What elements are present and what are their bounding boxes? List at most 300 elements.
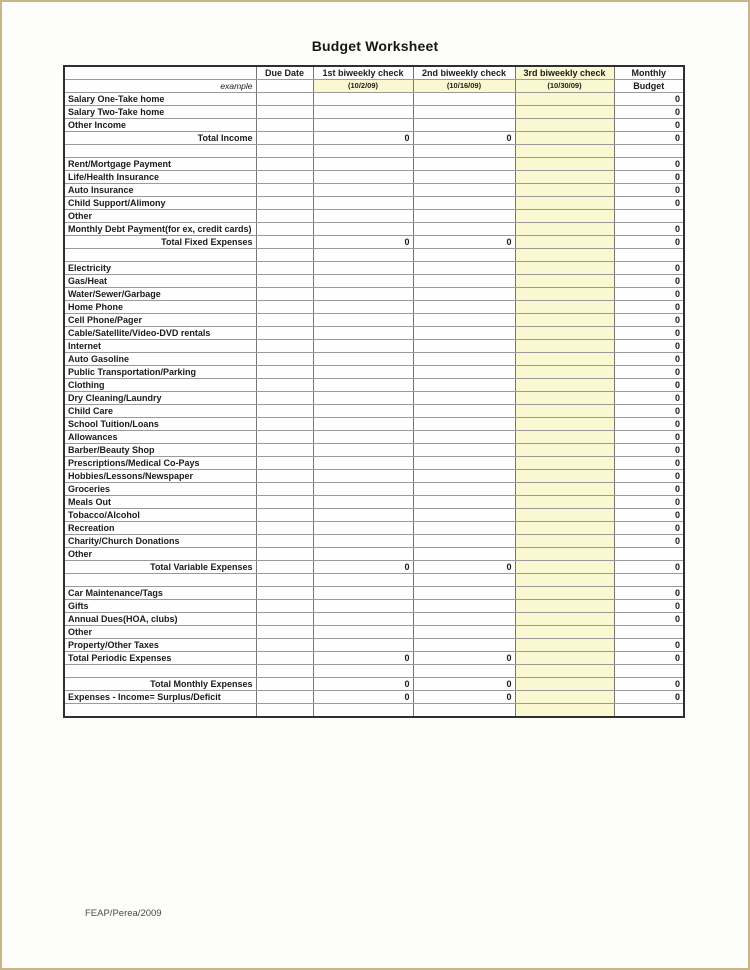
cell-check2 <box>413 158 515 171</box>
cell-check3 <box>515 314 614 327</box>
cell-monthly-budget: 0 <box>614 600 684 613</box>
cell-check2 <box>413 353 515 366</box>
cell-check1 <box>313 119 413 132</box>
cell-date2: (10/16/09) <box>413 80 515 93</box>
cell-due-date <box>256 301 313 314</box>
cell-check3 <box>515 678 614 691</box>
table-row <box>64 223 684 236</box>
cell-check3 <box>515 444 614 457</box>
cell-label <box>64 704 256 718</box>
cell-due-date <box>256 587 313 600</box>
table-row <box>64 665 684 678</box>
cell-check3 <box>515 652 614 665</box>
cell-due-date <box>256 678 313 691</box>
cell-due-date <box>256 613 313 626</box>
cell-check2 <box>413 119 515 132</box>
cell-due-date <box>256 574 313 587</box>
table-row <box>64 457 684 470</box>
cell-monthly-budget: 0 <box>614 431 684 444</box>
cell-check2 <box>413 210 515 223</box>
cell-due-date <box>256 704 313 718</box>
cell-check1 <box>313 522 413 535</box>
cell-check1 <box>313 340 413 353</box>
cell-label: Total Periodic Expenses <box>64 652 256 665</box>
example-dates-row <box>64 80 684 93</box>
cell-due-date <box>256 197 313 210</box>
cell-monthly-budget <box>614 574 684 587</box>
cell-check3 <box>515 366 614 379</box>
cell-check1 <box>313 93 413 106</box>
table-row <box>64 561 684 574</box>
cell-budget-header: Budget <box>614 80 684 93</box>
table-row <box>64 379 684 392</box>
cell-due-date <box>256 431 313 444</box>
cell-label: Cell Phone/Pager <box>64 314 256 327</box>
cell-due-date <box>256 340 313 353</box>
cell-check1 <box>313 509 413 522</box>
cell-check2 <box>413 405 515 418</box>
cell-check2 <box>413 470 515 483</box>
header-due-date: Due Date <box>256 66 313 80</box>
table-row <box>64 301 684 314</box>
cell-check1 <box>313 496 413 509</box>
cell-check3 <box>515 600 614 613</box>
cell-check3 <box>515 223 614 236</box>
header-check1: 1st biweekly check <box>313 66 413 80</box>
table-row <box>64 496 684 509</box>
cell-check2 <box>413 93 515 106</box>
table-row <box>64 171 684 184</box>
cell-check2 <box>413 340 515 353</box>
cell-check2 <box>413 665 515 678</box>
cell-label <box>64 145 256 158</box>
cell-check3 <box>515 496 614 509</box>
cell-monthly-budget: 0 <box>614 197 684 210</box>
cell-monthly-budget <box>614 626 684 639</box>
cell-due-date <box>256 366 313 379</box>
cell-check2 <box>413 548 515 561</box>
cell-check3 <box>515 301 614 314</box>
cell-label: Dry Cleaning/Laundry <box>64 392 256 405</box>
cell-label <box>64 249 256 262</box>
cell-check2 <box>413 418 515 431</box>
cell-check2 <box>413 288 515 301</box>
cell-check1: 0 <box>313 561 413 574</box>
cell-monthly-budget: 0 <box>614 301 684 314</box>
cell-due-date <box>256 626 313 639</box>
cell-date1: (10/2/09) <box>313 80 413 93</box>
cell-check3 <box>515 639 614 652</box>
cell-check3 <box>515 379 614 392</box>
table-row <box>64 314 684 327</box>
cell-monthly-budget: 0 <box>614 236 684 249</box>
cell-due-date <box>256 392 313 405</box>
header-check2: 2nd biweekly check <box>413 66 515 80</box>
cell-due-date <box>256 145 313 158</box>
cell-check1: 0 <box>313 652 413 665</box>
cell-due-date <box>256 561 313 574</box>
cell-check2 <box>413 600 515 613</box>
cell-monthly-budget: 0 <box>614 652 684 665</box>
table-row <box>64 236 684 249</box>
cell-check3 <box>515 184 614 197</box>
cell-label: Annual Dues(HOA, clubs) <box>64 613 256 626</box>
cell-check2 <box>413 184 515 197</box>
cell-check2 <box>413 145 515 158</box>
table-row <box>64 587 684 600</box>
table-row <box>64 691 684 704</box>
cell-check3 <box>515 340 614 353</box>
cell-check1 <box>313 184 413 197</box>
header-monthly: Monthly <box>614 66 684 80</box>
cell-label: Auto Gasoline <box>64 353 256 366</box>
cell-monthly-budget: 0 <box>614 418 684 431</box>
table-row <box>64 184 684 197</box>
table-row <box>64 210 684 223</box>
cell-monthly-budget: 0 <box>614 314 684 327</box>
cell-monthly-budget: 0 <box>614 379 684 392</box>
cell-label: Expenses - Income= Surplus/Deficit <box>64 691 256 704</box>
cell-check2 <box>413 275 515 288</box>
cell-check1 <box>313 600 413 613</box>
cell-label: Tobacco/Alcohol <box>64 509 256 522</box>
cell-check3 <box>515 106 614 119</box>
table-row <box>64 613 684 626</box>
table-row <box>64 275 684 288</box>
cell-monthly-budget: 0 <box>614 639 684 652</box>
table-row <box>64 340 684 353</box>
cell-check2 <box>413 457 515 470</box>
cell-label: Groceries <box>64 483 256 496</box>
cell-due-date <box>256 132 313 145</box>
cell-due-date <box>256 223 313 236</box>
cell-check3 <box>515 704 614 718</box>
cell-label: Meals Out <box>64 496 256 509</box>
cell-monthly-budget: 0 <box>614 340 684 353</box>
table-row <box>64 600 684 613</box>
cell-check1 <box>313 301 413 314</box>
cell-check1 <box>313 353 413 366</box>
cell-label: Auto Insurance <box>64 184 256 197</box>
cell-label: Internet <box>64 340 256 353</box>
cell-check1: 0 <box>313 678 413 691</box>
cell-check1 <box>313 288 413 301</box>
cell-check2: 0 <box>413 132 515 145</box>
cell-due-date <box>256 418 313 431</box>
cell-check1 <box>313 704 413 718</box>
cell-due-date <box>256 600 313 613</box>
header-check3: 3rd biweekly check <box>515 66 614 80</box>
cell-due-date <box>256 158 313 171</box>
table-row <box>64 470 684 483</box>
cell-label: Salary One-Take home <box>64 93 256 106</box>
cell-check3 <box>515 158 614 171</box>
table-row <box>64 197 684 210</box>
cell-due-date <box>256 184 313 197</box>
cell-check1 <box>313 548 413 561</box>
cell-check2 <box>413 574 515 587</box>
cell-check1 <box>313 405 413 418</box>
cell-monthly-budget: 0 <box>614 405 684 418</box>
cell-monthly-budget: 0 <box>614 288 684 301</box>
cell-label: Car Maintenance/Tags <box>64 587 256 600</box>
cell-check1: 0 <box>313 236 413 249</box>
cell-check2 <box>413 509 515 522</box>
cell-monthly-budget: 0 <box>614 223 684 236</box>
cell-monthly-budget: 0 <box>614 327 684 340</box>
cell-check3 <box>515 457 614 470</box>
cell-monthly-budget <box>614 704 684 718</box>
cell-label: Salary Two-Take home <box>64 106 256 119</box>
cell-label: Public Transportation/Parking <box>64 366 256 379</box>
cell-due-date <box>256 249 313 262</box>
cell-due-date <box>256 119 313 132</box>
cell-monthly-budget: 0 <box>614 587 684 600</box>
cell-label: Cable/Satellite/Video-DVD rentals <box>64 327 256 340</box>
table-row <box>64 639 684 652</box>
cell-monthly-budget: 0 <box>614 93 684 106</box>
cell-check1 <box>313 379 413 392</box>
cell-check2 <box>413 483 515 496</box>
cell-check2: 0 <box>413 652 515 665</box>
cell-monthly-budget: 0 <box>614 184 684 197</box>
table-row <box>64 522 684 535</box>
cell-check2 <box>413 106 515 119</box>
cell-check1 <box>313 444 413 457</box>
cell-due-date <box>256 80 313 93</box>
header-row-label <box>64 66 256 80</box>
cell-check2 <box>413 314 515 327</box>
cell-check2 <box>413 639 515 652</box>
cell-due-date <box>256 639 313 652</box>
cell-check2 <box>413 626 515 639</box>
cell-check2 <box>413 522 515 535</box>
table-row <box>64 93 684 106</box>
cell-label: Allowances <box>64 431 256 444</box>
cell-check2: 0 <box>413 561 515 574</box>
cell-check1 <box>313 392 413 405</box>
table-row <box>64 405 684 418</box>
cell-label: Property/Other Taxes <box>64 639 256 652</box>
table-row <box>64 132 684 145</box>
cell-check2 <box>413 444 515 457</box>
cell-check2 <box>413 613 515 626</box>
cell-check1 <box>313 327 413 340</box>
cell-check1 <box>313 262 413 275</box>
cell-check2 <box>413 392 515 405</box>
cell-check3 <box>515 509 614 522</box>
cell-due-date <box>256 483 313 496</box>
cell-check1 <box>313 106 413 119</box>
cell-check1 <box>313 613 413 626</box>
table-row <box>64 444 684 457</box>
cell-due-date <box>256 236 313 249</box>
cell-monthly-budget: 0 <box>614 613 684 626</box>
cell-check3 <box>515 587 614 600</box>
cell-monthly-budget <box>614 249 684 262</box>
cell-check2 <box>413 587 515 600</box>
cell-monthly-budget: 0 <box>614 496 684 509</box>
cell-monthly-budget <box>614 548 684 561</box>
cell-due-date <box>256 444 313 457</box>
cell-check3 <box>515 561 614 574</box>
cell-check1 <box>313 145 413 158</box>
cell-check3 <box>515 249 614 262</box>
cell-check1 <box>313 665 413 678</box>
table-row <box>64 119 684 132</box>
budget-table <box>63 65 685 718</box>
cell-due-date <box>256 470 313 483</box>
cell-check2 <box>413 535 515 548</box>
cell-label <box>64 665 256 678</box>
cell-check3 <box>515 626 614 639</box>
cell-check1 <box>313 535 413 548</box>
cell-monthly-budget: 0 <box>614 106 684 119</box>
cell-check1 <box>313 457 413 470</box>
table-row <box>64 262 684 275</box>
cell-label: Other Income <box>64 119 256 132</box>
cell-check3 <box>515 665 614 678</box>
cell-monthly-budget: 0 <box>614 262 684 275</box>
cell-monthly-budget <box>614 210 684 223</box>
table-row <box>64 678 684 691</box>
table-row <box>64 483 684 496</box>
cell-check3 <box>515 327 614 340</box>
header-row <box>64 66 684 80</box>
table-row <box>64 158 684 171</box>
cell-label: Gifts <box>64 600 256 613</box>
cell-check2 <box>413 496 515 509</box>
table-row <box>64 366 684 379</box>
cell-check1: 0 <box>313 132 413 145</box>
cell-check3 <box>515 431 614 444</box>
cell-check1 <box>313 470 413 483</box>
cell-check3 <box>515 132 614 145</box>
cell-date3: (10/30/09) <box>515 80 614 93</box>
cell-label: Rent/Mortgage Payment <box>64 158 256 171</box>
cell-due-date <box>256 457 313 470</box>
cell-check2 <box>413 197 515 210</box>
cell-due-date <box>256 262 313 275</box>
cell-check3 <box>515 210 614 223</box>
table-row <box>64 392 684 405</box>
cell-monthly-budget: 0 <box>614 561 684 574</box>
cell-check3 <box>515 548 614 561</box>
cell-label: Total Variable Expenses <box>64 561 256 574</box>
cell-check3 <box>515 691 614 704</box>
cell-due-date <box>256 379 313 392</box>
cell-check1 <box>313 366 413 379</box>
cell-due-date <box>256 288 313 301</box>
cell-check3 <box>515 522 614 535</box>
cell-check3 <box>515 171 614 184</box>
cell-check1 <box>313 483 413 496</box>
cell-check2 <box>413 301 515 314</box>
cell-check3 <box>515 574 614 587</box>
cell-due-date <box>256 509 313 522</box>
cell-due-date <box>256 353 313 366</box>
cell-monthly-budget: 0 <box>614 535 684 548</box>
cell-label: Other <box>64 626 256 639</box>
cell-check1 <box>313 587 413 600</box>
cell-due-date <box>256 548 313 561</box>
cell-monthly-budget: 0 <box>614 158 684 171</box>
cell-check2 <box>413 704 515 718</box>
cell-monthly-budget: 0 <box>614 171 684 184</box>
cell-check1 <box>313 171 413 184</box>
cell-due-date <box>256 314 313 327</box>
cell-label: Monthly Debt Payment(for ex, credit cards) <box>64 223 256 236</box>
cell-check3 <box>515 470 614 483</box>
cell-check2 <box>413 171 515 184</box>
cell-due-date <box>256 327 313 340</box>
table-row <box>64 106 684 119</box>
cell-label: School Tuition/Loans <box>64 418 256 431</box>
cell-check3 <box>515 353 614 366</box>
table-row <box>64 249 684 262</box>
cell-check2 <box>413 379 515 392</box>
table-row <box>64 288 684 301</box>
table-row <box>64 431 684 444</box>
cell-label: Gas/Heat <box>64 275 256 288</box>
cell-check1 <box>313 639 413 652</box>
cell-check3 <box>515 288 614 301</box>
cell-check3 <box>515 613 614 626</box>
cell-monthly-budget: 0 <box>614 353 684 366</box>
cell-check1 <box>313 626 413 639</box>
cell-monthly-budget: 0 <box>614 522 684 535</box>
cell-check1 <box>313 418 413 431</box>
cell-monthly-budget: 0 <box>614 457 684 470</box>
table-row <box>64 327 684 340</box>
cell-check1 <box>313 223 413 236</box>
cell-label: Barber/Beauty Shop <box>64 444 256 457</box>
cell-check2: 0 <box>413 236 515 249</box>
cell-check3 <box>515 119 614 132</box>
cell-label: Recreation <box>64 522 256 535</box>
cell-check3 <box>515 236 614 249</box>
cell-check3 <box>515 392 614 405</box>
cell-monthly-budget: 0 <box>614 444 684 457</box>
cell-due-date <box>256 652 313 665</box>
footer-credit: FEAP/Perea/2009 <box>85 908 162 919</box>
cell-check2 <box>413 366 515 379</box>
cell-monthly-budget: 0 <box>614 509 684 522</box>
cell-monthly-budget: 0 <box>614 132 684 145</box>
cell-check2 <box>413 249 515 262</box>
cell-check2: 0 <box>413 678 515 691</box>
cell-check2 <box>413 431 515 444</box>
cell-label: Prescriptions/Medical Co-Pays <box>64 457 256 470</box>
table-row <box>64 353 684 366</box>
cell-check2 <box>413 223 515 236</box>
cell-check1 <box>313 314 413 327</box>
table-row <box>64 704 684 718</box>
cell-monthly-budget: 0 <box>614 366 684 379</box>
cell-label: Child Support/Alimony <box>64 197 256 210</box>
table-row <box>64 535 684 548</box>
cell-label: Electricity <box>64 262 256 275</box>
cell-monthly-budget: 0 <box>614 275 684 288</box>
cell-due-date <box>256 93 313 106</box>
cell-check1: 0 <box>313 691 413 704</box>
cell-due-date <box>256 210 313 223</box>
cell-monthly-budget: 0 <box>614 119 684 132</box>
cell-check2: 0 <box>413 691 515 704</box>
cell-due-date <box>256 535 313 548</box>
cell-monthly-budget <box>614 665 684 678</box>
cell-monthly-budget: 0 <box>614 678 684 691</box>
